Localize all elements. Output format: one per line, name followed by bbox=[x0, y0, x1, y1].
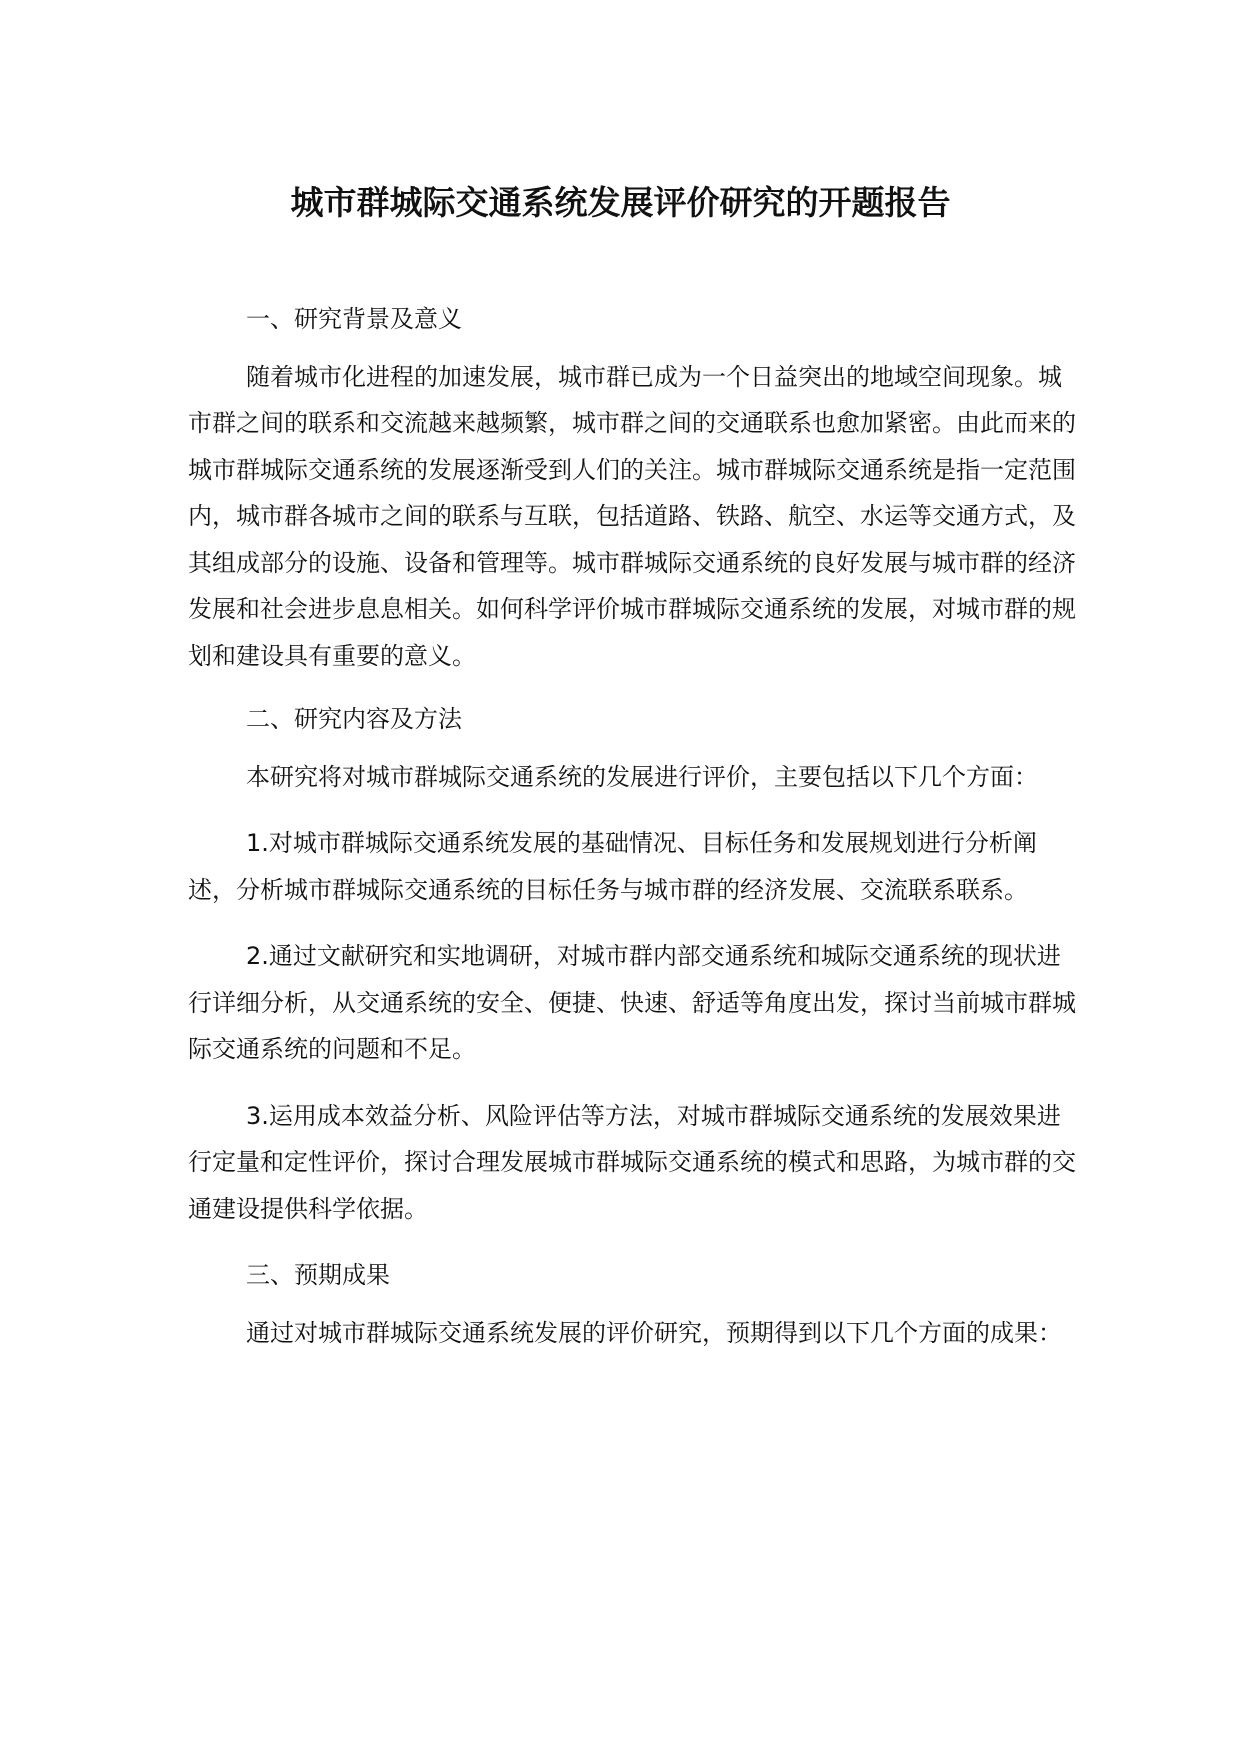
paragraph-content-intro: 本研究将对城市群城际交通系统的发展进行评价，主要包括以下几个方面： bbox=[246, 762, 1038, 791]
paragraph-content-item-2: 2.通过文献研究和实地调研，对城市群内部交通系统和城际交通系统的现状进行详细分析，从交通系统的安全、便捷、快速、舒适等角度出发，探讨当前城市群城际交通系统的问题和不足。 bbox=[188, 942, 1076, 1063]
section-heading-background: 一、研究背景及意义 bbox=[246, 305, 462, 333]
paragraph-content-item-1: 1.对城市群城际交通系统发展的基础情况、目标任务和发展规划进行分析阐述，分析城市群城际交通系统的目标任务与城市群的经济发展、交流联系联系。 bbox=[188, 829, 1037, 904]
section-heading-expected-results: 三、预期成果 bbox=[246, 1261, 390, 1289]
document-title: 城市群城际交通系统发展评价研究的开题报告 bbox=[290, 183, 951, 222]
paragraph-background: 随着城市化进程的加速发展，城市群已成为一个日益突出的地域空间现象。城市群之间的联系和交流越来越频繁，城市群之间的交通联系也愈加紧密。由此而来的城市群城际交通系统的发展逐渐受到人们的关注。城市群城际交通系统是指一定范围内，城市群各城市之间的联系与互联，包括道路、铁路、航空、水运等交通方式，及其组成部分的设施、设备和管理等。城市群城际交通系统的良好发展与城市群的经济发展和社会进步息息相关。如何科学评价城市群城际交通系统的发展，对城市群的规划和建设具有重要的意义。 bbox=[188, 362, 1076, 670]
paragraph-expected-results: 通过对城市群城际交通系统发展的评价研究，预期得到以下几个方面的成果： bbox=[246, 1318, 1062, 1347]
section-heading-content-methods: 二、研究内容及方法 bbox=[246, 705, 462, 733]
document-body bbox=[188, 296, 1078, 1373]
paragraph-content-item-3: 3.运用成本效益分析、风险评估等方法，对城市群城际交通系统的发展效果进行定量和定性评价，探讨合理发展城市群城际交通系统的模式和思路，为城市群的交通建设提供科学依据。 bbox=[188, 1101, 1076, 1223]
